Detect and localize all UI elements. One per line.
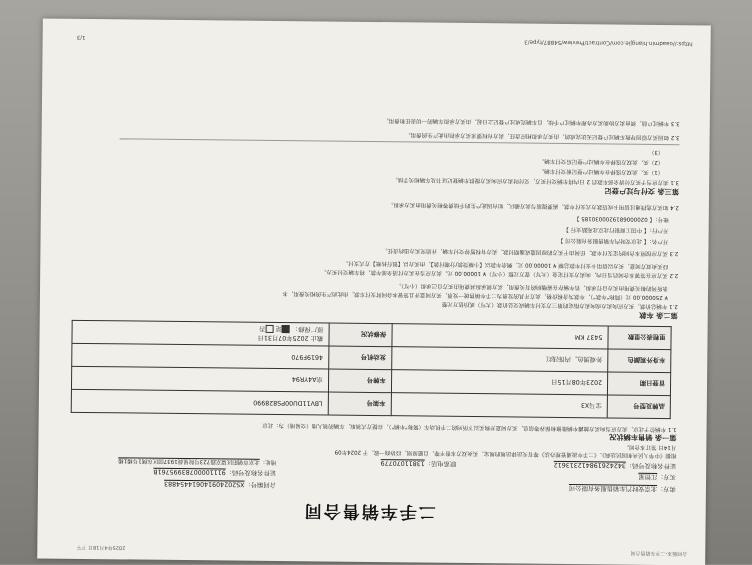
seller-id: 证件名称及号码：91110000783995761B [153, 467, 277, 476]
article-2-1c: 条所列的相关费用由买方自行承担，若车辆存在需缴纳的有关费用，买方须承担其费用由买方自己承担（小写）。 [395, 282, 669, 292]
article-1-1: 1.1 车辆位于北京，卖方应当向买方披露车辆维修和保养等信息，买方同意并购买以下所列的二手机动车（简称"车辆"），自提方式领取，车辆的领入地（交易地）为：北京 [262, 421, 677, 433]
checkbox-empty-icon [265, 325, 273, 333]
article-3-1-option-1: （1）买、卖双方选择在车辆过户登记前交付车辆。 [538, 167, 664, 176]
preamble-line-1: 根据《中华人民共和国民法典》、《二手车流通管理办法》等有关法律法规的规定，买卖双方本着平等、自愿原则，经协商一致，于 2024年09 [334, 448, 677, 459]
buyer-phone: 联系电话：13811070779 [380, 459, 457, 467]
article-2-title: 第二条 车款 [639, 310, 678, 321]
preamble-line-2: 月14日 签订本合同。 [623, 443, 677, 451]
divider [120, 138, 680, 145]
engine-label: 发动机号 [328, 346, 391, 370]
article-3-1-option-2: （2）买、卖双方选择在车辆过户登记后交付车辆。 [538, 157, 664, 166]
article-3-title: 第三条 交付与过户登记 [604, 186, 680, 197]
buyer-name: 买方：江恒星 [638, 472, 677, 481]
brand-value: 宝马X3 [391, 393, 608, 418]
article-2-2b: 经买卖双方同意，买方以信用卡支付车款总额 ¥ 10000.00 元，剩余车款以【小额贷款/分期付款】，由买方以【银行转账】方式支付。 [342, 259, 669, 270]
article-2-2a: 2.2 买方应在签署本合同后当日内，向卖方支付定金（大写）壹万元整（小写）¥ 10000.00 元。卖方应当在买方付清全部车款，将车辆交付买方。 [320, 268, 679, 279]
bank-account-number: 账号：【 0200006819200030185 】 [574, 215, 669, 223]
article-3-3: 3.3 车辆过户前，须由卖方协助买方办理车辆过户手续，自车辆完成过户登记之日起，由买方承担车辆的一切责任和费用。 [383, 117, 680, 127]
plate-value: 京A4YR94 [71, 366, 328, 392]
seller-address: 地址：北京市朝阳区望京路723号院星晨1937园区东侧1号楼1楼 [118, 457, 277, 465]
plate-label: 车牌号 [328, 369, 391, 393]
color-label: 车身外观颜色 [608, 349, 671, 373]
vin-label: 车架号 [328, 392, 391, 416]
footer-url: https://oaadmin.hiangjie.com/Contract/Preview/54887/type/3 [524, 38, 693, 47]
reg-date-label: 首登日期 [607, 372, 670, 396]
mileage-value: 5437 KM [392, 324, 609, 349]
article-2-1a: 2.1 车辆总价款，买方应向卖方或向卖方指定的第三方支付车辆成交总价款（大写）贰拾伍万元整 [441, 300, 678, 310]
header-left: 合同版本-二手车销售合同 [630, 549, 688, 557]
vin-value: LBV11DU00PS828990 [71, 389, 328, 415]
bank-account-name: 开户名：【 北京安时汽车销售服务有限公司 】 [557, 236, 669, 245]
article-2-3: 2.3 买方应按照本合同约定支付车款，任何由于买方的原因造成逾期付款，卖方有权暂停交付车辆，并追究买方违约责任。 [381, 247, 679, 257]
article-2-4: 2.4 如买方选择通过信用卡或贷款方式支付车款，需要提前与卖方确认，如有因此产生的手续费等相关费用由买方承担。 [387, 201, 679, 211]
brand-label: 品牌及型号 [607, 395, 670, 419]
color-value: 外观黑色，内饰浅红 [391, 347, 608, 372]
contract-number: 合同编号：XS20240914061445488​3 [164, 479, 277, 488]
contract-paper [37, 19, 711, 565]
page-title: 二手车销售合同 [302, 500, 436, 522]
article-1-title: 第一条 销售车辆状况 [609, 432, 677, 443]
article-2-1b: ¥ 250000.00 元（简称"车款"），车款为含税价格，卖方开具的发票为二手车销售统一发票，买方同意并且签署本合同时支付车款，由此而产生的相关费用，本 [282, 290, 668, 301]
warranty-value: 截止 2025年07月31日 原厂保修： 是 否 [72, 320, 329, 346]
footer-page-number: 1/3 [76, 33, 86, 40]
article-3-2: 3.2 如因买方原因导致车辆过户登记无法完成的，由买方承担相应责任，卖方有权要求买方承担由此产生的费用。 [405, 131, 680, 141]
bank-name: 开户行：【 中国工商银行北京北苑路支行 】 [563, 225, 669, 234]
seller-name: 卖方：北京安时汽车销售服务有限公司 [568, 484, 676, 493]
vehicle-spec-table [71, 320, 672, 419]
article-3-1-option-3: （3） [648, 148, 664, 156]
header-right: 2025年4月18日 下午 [76, 543, 126, 551]
mileage-label: 里程表公里数 [608, 326, 671, 350]
article-3-1: 3.1 卖方应当于买方付清全部车款后 2 日内将车辆交付买方，交付时卖方应向买方提供车辆登记证书及车辆相关手续。 [392, 176, 680, 186]
checkbox-checked-icon [282, 325, 290, 333]
buyer-id: 证件名称及号码：3424261984123​13612 [553, 460, 677, 470]
reg-date-value: 2023年08月15日 [391, 370, 608, 395]
warranty-label: 保修状况 [329, 323, 392, 347]
engine-value: 4619F970 [72, 343, 329, 369]
